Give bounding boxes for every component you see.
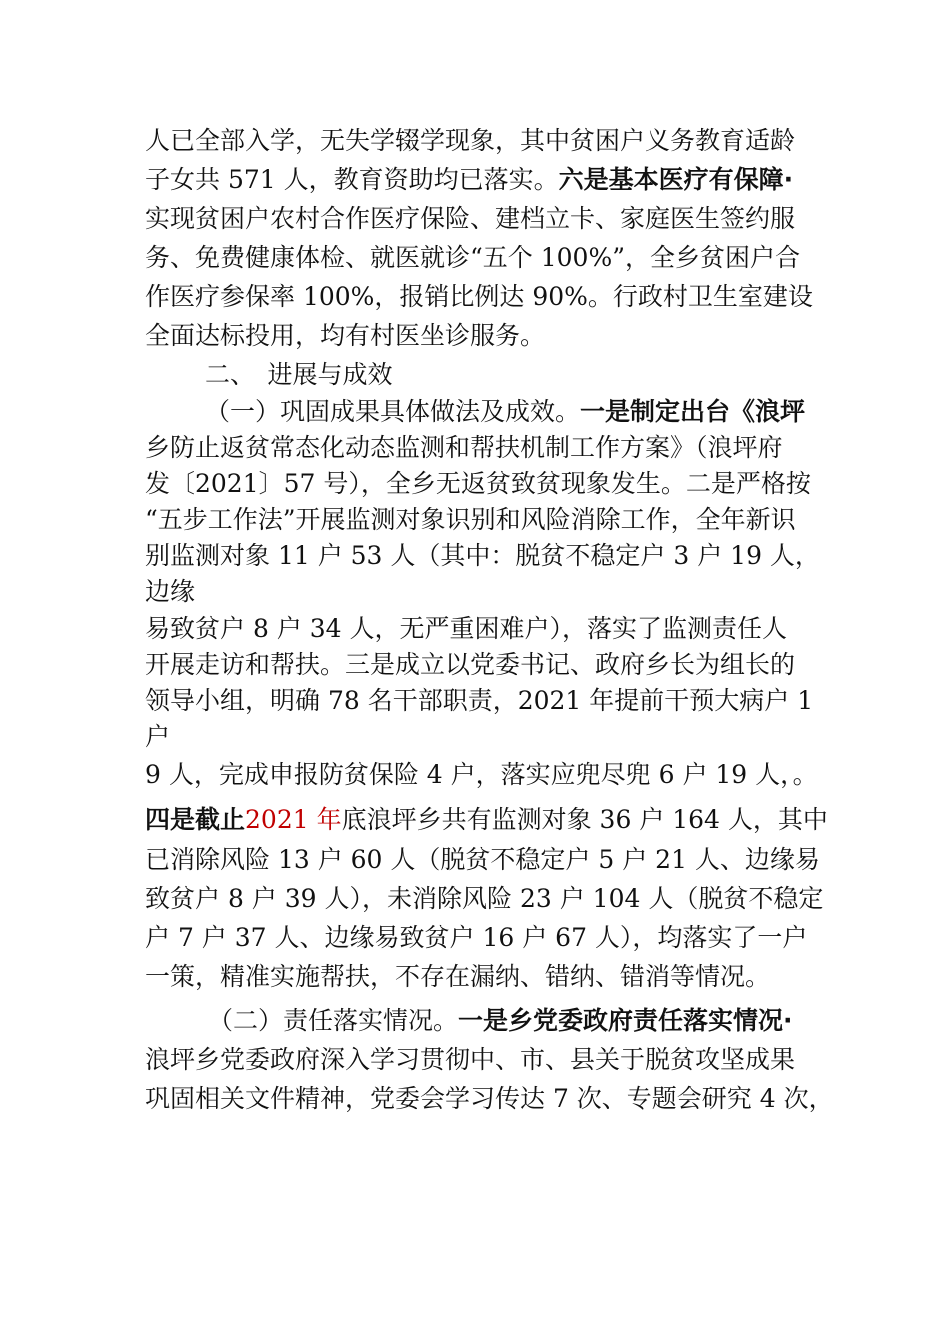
text-line: 全面达标投用，均有村医坐诊服务。 [145,321,546,350]
text-line: 作医疗参保率 100%，报销比例达 90%。行政村卫生室建设 [145,282,813,311]
text-line: 浪坪乡党委政府深入学习贯彻中、市、县关于脱贫攻坚成果 [145,1045,796,1074]
text-line: 别监测对象 11 户 53 人（其中：脱贫不稳定户 3 户 19 人， [145,541,820,570]
text-line: 乡防止返贫常态化动态监测和帮扶机制工作方案》（浪坪府 [145,433,783,462]
text-line: 发〔2021〕57 号），全乡无返贫致贫现象发生。二是严格按 [145,469,811,498]
text-line: 边缘 [145,577,196,606]
text-line: 9 人，完成申报防贫保险 4 户，落实应兜尽兜 6 户 19 人，。 [145,760,818,789]
text-line: 领导小组，明确 78 名干部职责，2021 年提前干预大病户 1 [145,686,814,715]
text-line: 户 7 户 37 人、边缘易致贫户 16 户 67 人），均落实了一户 [145,923,808,952]
text-line: 四是截止2021 年底浪坪乡共有监测对象 36 户 164 人，其中 [145,805,828,834]
text-line: 子女共 571 人，教育资助均已落实。六是基本医疗有保障· [145,165,794,194]
text-line: 务、免费健康体检、就医就诊“五个 100%”，全乡贫困户合 [145,243,800,272]
text-line: （一）巩固成果具体做法及成效。一是制定出台《浪坪 [205,397,806,426]
text-line: 人已全部入学，无失学辍学现象，其中贫困户义务教育适龄 [145,126,796,155]
text-line: “五步工作法”开展监测对象识别和风险消除工作，全年新识 [145,505,796,534]
text-line: 易致贫户 8 户 34 人，无严重困难户），落实了监测责任人 [145,614,788,643]
text-line: 户 [145,722,171,751]
text-line: 已消除风险 13 户 60 人（脱贫不稳定户 5 户 21 人、边缘易 [145,845,820,874]
text-line: 开展走访和帮扶。三是成立以党委书记、政府乡长为组长的 [145,650,796,679]
section-heading: 二、 进展与成效 [205,360,393,389]
text-line: 致贫户 8 户 39 人），未消除风险 23 户 104 人（脱贫不稳定 [145,884,824,913]
text-line: 巩固相关文件精神，党委会学习传达 7 次、专题会研究 4 次， [145,1084,834,1113]
text-line: （二）责任落实情况。一是乡党委政府责任落实情况· [208,1006,793,1035]
text-line: 一策，精准实施帮扶，不存在漏纳、错纳、错消等情况。 [145,962,771,991]
text-line: 实现贫困户农村合作医疗保险、建档立卡、家庭医生签约服 [145,204,796,233]
